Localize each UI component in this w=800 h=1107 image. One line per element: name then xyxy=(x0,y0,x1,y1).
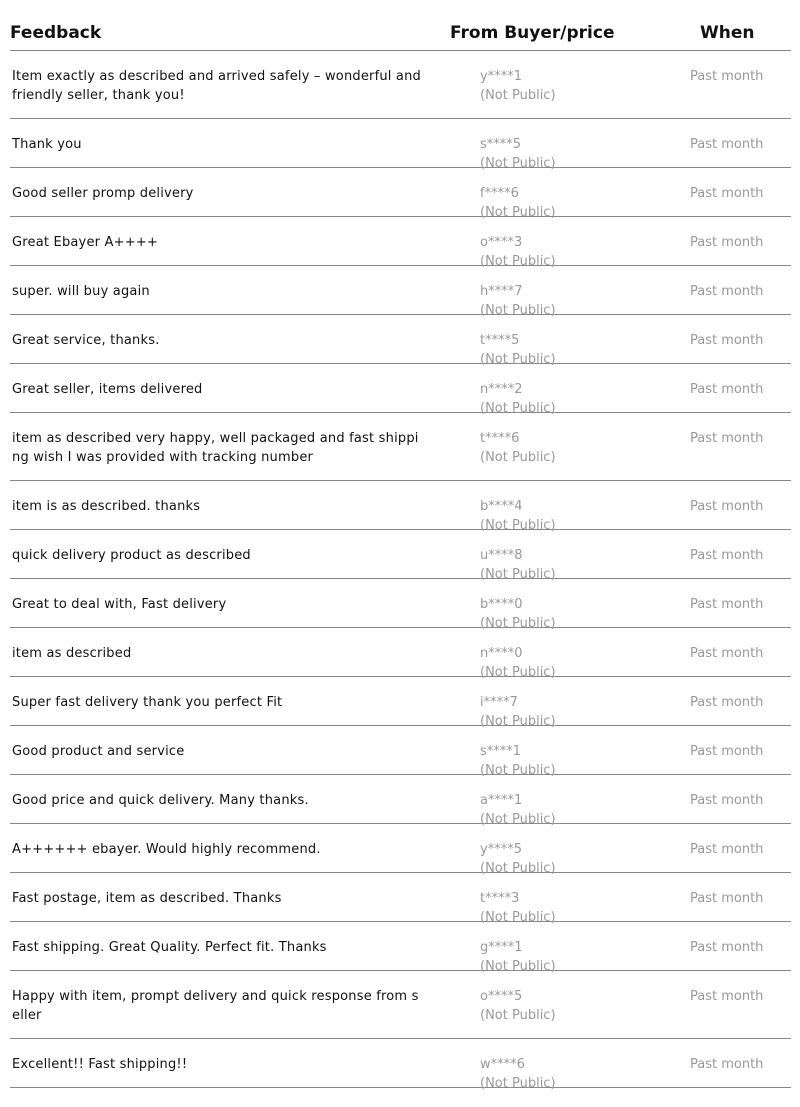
buyer-visibility-note: (Not Public) xyxy=(480,812,556,827)
buyer-id: u****8 xyxy=(480,548,523,563)
feedback-when: Past month xyxy=(690,1057,764,1072)
feedback-when: Past month xyxy=(690,695,764,710)
buyer-cell xyxy=(480,429,630,467)
table-row xyxy=(10,775,791,827)
table-row xyxy=(10,364,791,416)
buyer-id: s****1 xyxy=(480,744,522,759)
feedback-when: Past month xyxy=(690,989,764,1004)
table-row xyxy=(10,1039,791,1091)
feedback-comment: quick delivery product as described xyxy=(12,548,251,563)
feedback-when: Past month xyxy=(690,235,764,250)
feedback-comment: Thank you xyxy=(12,137,82,152)
buyer-visibility-note: (Not Public) xyxy=(480,665,556,680)
header-feedback: Feedback xyxy=(10,23,102,43)
buyer-visibility-note: (Not Public) xyxy=(480,401,556,416)
table-row xyxy=(10,217,791,269)
buyer-id: s****5 xyxy=(480,137,522,152)
header-from-buyer: From Buyer/price xyxy=(450,23,615,43)
table-row xyxy=(10,481,791,533)
buyer-visibility-note: (Not Public) xyxy=(480,1008,556,1023)
feedback-comment: item as described very happy, well packaged and fast shipping wish I was provided with tracking number xyxy=(12,431,419,465)
feedback-rows xyxy=(10,51,791,1091)
buyer-visibility-note: (Not Public) xyxy=(480,156,556,171)
feedback-comment: Great to deal with, Fast delivery xyxy=(12,597,227,612)
buyer-id: t****3 xyxy=(480,891,520,906)
feedback-comment: item as described xyxy=(12,646,132,661)
buyer-id: t****5 xyxy=(480,333,520,348)
feedback-when: Past month xyxy=(690,793,764,808)
buyer-id: b****0 xyxy=(480,597,523,612)
buyer-id: w****6 xyxy=(480,1057,525,1072)
feedback-comment: Super fast delivery thank you perfect Fit xyxy=(12,695,283,710)
feedback-when: Past month xyxy=(690,431,764,446)
table-row xyxy=(10,315,791,367)
feedback-comment: Happy with item, prompt delivery and quick response from seller xyxy=(12,989,419,1023)
buyer-cell xyxy=(480,1055,630,1093)
table-row xyxy=(10,119,791,171)
table-row xyxy=(10,922,791,974)
table-row xyxy=(10,168,791,220)
buyer-visibility-note: (Not Public) xyxy=(480,352,556,367)
feedback-when: Past month xyxy=(690,333,764,348)
feedback-comment: Good price and quick delivery. Many thanks. xyxy=(12,793,309,808)
table-row xyxy=(10,873,791,925)
buyer-id: t****6 xyxy=(480,431,520,446)
buyer-id: n****0 xyxy=(480,646,523,661)
feedback-comment: item is as described. thanks xyxy=(12,499,201,514)
table-header xyxy=(10,0,791,51)
feedback-comment: A++++++ ebayer. Would highly recommend. xyxy=(12,842,321,857)
buyer-id: i****7 xyxy=(480,695,518,710)
buyer-visibility-note: (Not Public) xyxy=(480,763,556,778)
feedback-when: Past month xyxy=(690,137,764,152)
feedback-when: Past month xyxy=(690,940,764,955)
table-row xyxy=(10,824,791,876)
buyer-cell xyxy=(480,987,630,1025)
feedback-table xyxy=(10,0,791,1091)
buyer-visibility-note: (Not Public) xyxy=(480,567,556,582)
feedback-comment: Great Ebayer A++++ xyxy=(12,235,158,250)
buyer-visibility-note: (Not Public) xyxy=(480,254,556,269)
table-row xyxy=(10,579,791,631)
buyer-visibility-note: (Not Public) xyxy=(480,616,556,631)
buyer-visibility-note: (Not Public) xyxy=(480,714,556,729)
feedback-when: Past month xyxy=(690,186,764,201)
buyer-id: o****3 xyxy=(480,235,523,250)
feedback-when: Past month xyxy=(690,646,764,661)
table-row xyxy=(10,971,791,1039)
buyer-visibility-note: (Not Public) xyxy=(480,861,556,876)
feedback-comment: Great service, thanks. xyxy=(12,333,160,348)
feedback-comment: Item exactly as described and arrived safely – wonderful and friendly seller, thank you! xyxy=(12,69,421,103)
table-row xyxy=(10,530,791,582)
feedback-comment: Fast postage, item as described. Thanks xyxy=(12,891,282,906)
feedback-when: Past month xyxy=(690,548,764,563)
buyer-id: h****7 xyxy=(480,284,523,299)
table-row xyxy=(10,266,791,318)
header-when: When xyxy=(700,23,755,43)
feedback-comment: Good seller promp delivery xyxy=(12,186,194,201)
feedback-when: Past month xyxy=(690,597,764,612)
buyer-visibility-note: (Not Public) xyxy=(480,303,556,318)
buyer-id: g****1 xyxy=(480,940,523,955)
feedback-comment: Fast shipping. Great Quality. Perfect fit. Thanks xyxy=(12,940,327,955)
feedback-when: Past month xyxy=(690,69,764,84)
feedback-when: Past month xyxy=(690,744,764,759)
buyer-id: y****5 xyxy=(480,842,522,857)
feedback-when: Past month xyxy=(690,891,764,906)
buyer-id: y****1 xyxy=(480,69,522,84)
buyer-id: n****2 xyxy=(480,382,523,397)
feedback-when: Past month xyxy=(690,842,764,857)
buyer-id: a****1 xyxy=(480,793,523,808)
buyer-id: b****4 xyxy=(480,499,523,514)
buyer-visibility-note: (Not Public) xyxy=(480,1076,556,1091)
feedback-comment: Excellent!! Fast shipping!! xyxy=(12,1057,188,1072)
table-row xyxy=(10,51,791,119)
buyer-visibility-note: (Not Public) xyxy=(480,205,556,220)
buyer-visibility-note: (Not Public) xyxy=(480,959,556,974)
buyer-cell xyxy=(480,67,630,105)
buyer-id: o****5 xyxy=(480,989,523,1004)
feedback-comment: Great seller, items delivered xyxy=(12,382,203,397)
buyer-visibility-note: (Not Public) xyxy=(480,88,556,103)
table-row xyxy=(10,677,791,729)
table-row xyxy=(10,726,791,778)
feedback-when: Past month xyxy=(690,284,764,299)
buyer-visibility-note: (Not Public) xyxy=(480,450,556,465)
feedback-comment: Good product and service xyxy=(12,744,185,759)
buyer-visibility-note: (Not Public) xyxy=(480,910,556,925)
feedback-when: Past month xyxy=(690,499,764,514)
table-row xyxy=(10,413,791,481)
buyer-id: f****6 xyxy=(480,186,519,201)
feedback-when: Past month xyxy=(690,382,764,397)
table-row xyxy=(10,628,791,680)
feedback-comment: super. will buy again xyxy=(12,284,150,299)
buyer-visibility-note: (Not Public) xyxy=(480,518,556,533)
